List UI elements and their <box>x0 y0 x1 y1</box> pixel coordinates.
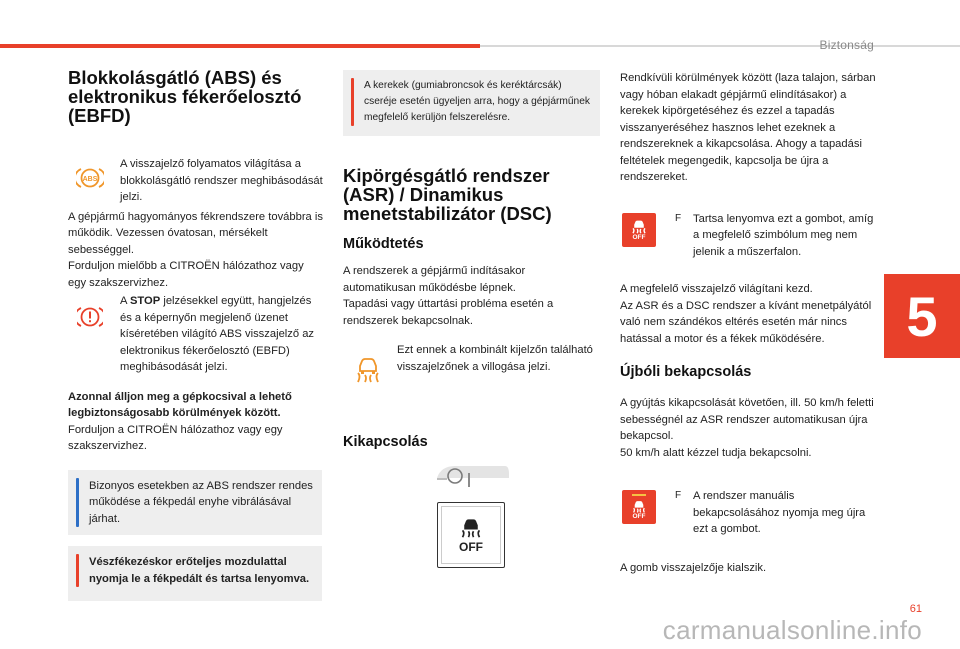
operation-subtitle: Működtetés <box>343 236 424 252</box>
deactivation-step <box>620 211 878 261</box>
section-title: Biztonság <box>819 38 874 52</box>
abs-paragraph-1: A gépjármű hagyományos fékrendszere továbbra is működik. Vezessen óvatosan, mérsékelt sebességgel. <box>68 210 323 256</box>
off-icon-label: OFF <box>632 234 646 241</box>
asr-paragraph-1: A rendszerek a gépjármű indításakor automatikusan működésbe lépnek. <box>343 265 526 294</box>
deactivation-bullet-text: Tartsa lenyomva ezt a gombot, amíg a megfelelő szimbólum meg nem jelenik a műszerfalon. <box>693 212 874 258</box>
deactivation-paragraph-3: Az ASR és a DSC rendszer a kívánt menetpályától való nem szándékos eltérés esetén már nincs hatással a motor és a fékek működésére. <box>620 299 872 345</box>
stop-warning-text <box>120 293 324 376</box>
off-button-icon-2 <box>620 488 675 524</box>
asr-off-icon <box>622 490 656 524</box>
column-asr-dsc <box>343 70 600 590</box>
asr-indicator-text: Ezt ennek a kombinált kijelzőn található visszajelzőnek a villogása jelzi. <box>397 344 593 373</box>
deactivation-bullet <box>675 211 878 261</box>
reactivation-paragraph-1: A gyújtás kikapcsolását követően, ill. 50 km/h feletti sebességnél az ASR rendszer automatikusan újra bekapcsol. <box>620 397 874 442</box>
column-abs <box>68 68 324 601</box>
stop-warning-icon <box>68 293 120 334</box>
dashboard-illustration <box>343 460 600 590</box>
reactivation-step <box>620 488 878 538</box>
bullet-symbol: F <box>675 490 682 501</box>
asr-paragraph-2: Tapadási vagy úttartási probléma esetén a rendszerek bekapcsolnak. <box>343 298 554 327</box>
abs-warning-icon <box>68 156 120 195</box>
indicator-light <box>632 494 646 496</box>
abs-warning-block <box>68 156 324 206</box>
reactivation-subtitle: Újbóli bekapcsolás <box>620 364 752 380</box>
abs-section-title: Blokkolásgátló (ABS) és elektronikus fékerőelosztó (EBFD) <box>68 67 302 126</box>
abs-warning-text: A visszajelző folyamatos világítása a blokkolásgátló rendszer meghibásodását jelzi. <box>120 158 323 203</box>
off-icon-label: OFF <box>632 513 646 520</box>
header-rule <box>480 45 960 47</box>
deactivation-paragraph-2: A megfelelő visszajelző világítani kezd. <box>620 283 813 295</box>
stop-word: STOP <box>129 295 161 307</box>
off-label: OFF <box>459 540 483 554</box>
stop-now-warning: Azonnal álljon meg a gépkocsival a lehető legbiztonságosabb körülmények között. <box>68 390 292 419</box>
abs-paragraph-3: Forduljon a CITROËN hálózathoz vagy egy szakszervizhez. <box>68 423 283 452</box>
info-note <box>68 470 322 536</box>
wheel-warning-text: A kerekek (gumiabroncsok és keréktárcsák) cseréje esetén ügyeljen arra, hogy a gépjárműnek megfelelő kerüljön felszerelésre. <box>364 80 590 123</box>
abs-paragraph-2: Forduljon mielőbb a CITROËN hálózathoz vagy egy szakszervizhez. <box>68 260 304 289</box>
wheel-warning-note <box>343 70 600 136</box>
stop-prefix: A <box>120 295 130 307</box>
warning-icon <box>76 554 79 587</box>
page-number: 61 <box>909 603 922 615</box>
warning-note <box>68 546 322 601</box>
warning-icon <box>351 78 354 126</box>
warning-note-text: Vészfékezéskor erőteljes mozdulattal nyomja le a fékpedált és tartsa lenyomva. <box>89 556 310 585</box>
reactivation-paragraph-2: 50 km/h alatt kézzel tudja bekapcsolni. <box>620 446 812 459</box>
deactivation-paragraph-1: Rendkívüli körülmények között (laza talajon, sárban vagy hóban elakadt gépjármű elindításakor) a kerekek kipörgetéséhez és ezzel a tapadás visszanyeréséhez hasznos lehet ezeknek a rendszereknek a kikapcsolása. Ahogy a tapadási feltételek megengedik, kapcsolja be újra a rendszereket. <box>620 72 876 183</box>
steering-wheel-illustration <box>435 464 511 492</box>
asr-indicator-block <box>343 342 600 389</box>
asr-section-title: Kipörgésgátló rendszer (ASR) / Dinamikus menetstabilizátor (DSC) <box>343 165 552 224</box>
reactivation-paragraph-3: A gomb visszajelzője kialszik. <box>620 561 767 574</box>
skid-warning-icon <box>343 342 397 389</box>
column-deactivation <box>620 70 878 576</box>
abs-icon-label: ABS <box>82 176 98 183</box>
skid-off-icon <box>458 516 484 538</box>
asr-off-icon <box>622 213 656 247</box>
info-icon <box>76 478 79 528</box>
reactivation-bullet-text: A rendszer manuális bekapcsolásához nyomja meg újra ezt a gombot. <box>693 490 866 535</box>
watermark: carmanualsonline.info <box>662 615 922 645</box>
asr-off-button-face <box>441 506 501 564</box>
off-button-icon-1 <box>620 211 675 247</box>
reactivation-bullet <box>675 488 878 538</box>
stop-warning-block <box>68 293 324 376</box>
deactivation-subtitle: Kikapcsolás <box>343 434 428 450</box>
chapter-tab <box>884 274 960 358</box>
info-note-text: Bizonyos esetekben az ABS rendszer rendes működése a fékpedál enyhe vibrálásával járhat. <box>89 479 313 525</box>
chapter-number: 5 <box>906 284 938 348</box>
abs-stop-instruction <box>68 389 324 422</box>
header-accent-bar <box>0 44 480 48</box>
stop-text: jelzésekkel együtt, hangjelzés és a képernyőn megjelenő üzenet kíséretében világító ABS visszajelző az elektronikus fékerőelosztó (EBFD) meghibásodását jelzi. <box>120 295 315 373</box>
bullet-symbol: F <box>675 212 682 224</box>
asr-off-button[interactable] <box>437 502 505 568</box>
